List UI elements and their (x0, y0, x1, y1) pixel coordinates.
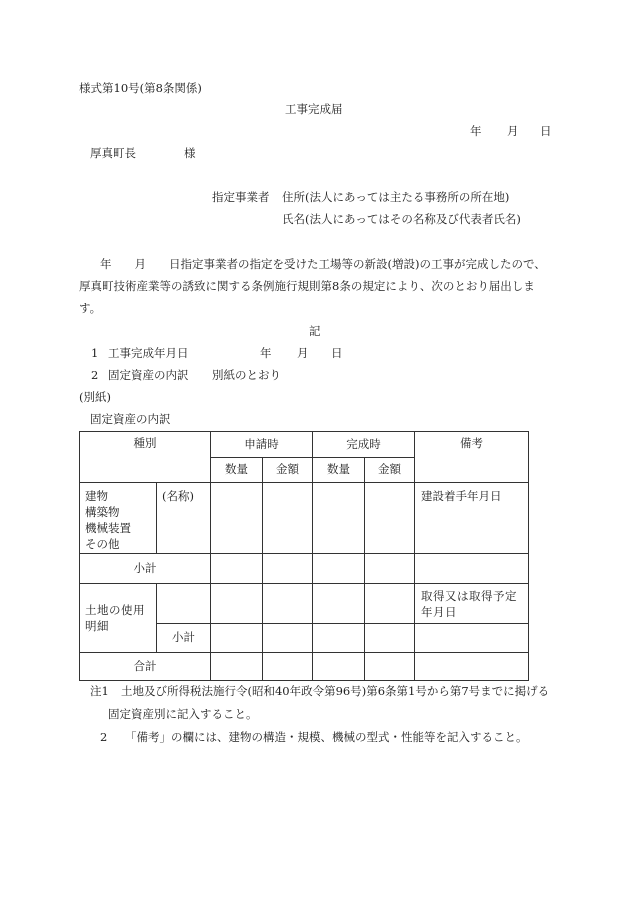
cell-empty (365, 624, 415, 652)
cell-empty (313, 583, 365, 623)
cell-empty (313, 554, 365, 583)
cell-empty (211, 652, 263, 680)
date-day: 日 (540, 124, 552, 138)
form-number: 様式第10号(第8条関係) (79, 81, 202, 95)
table-row (80, 554, 529, 583)
header-kind: 種別 (80, 432, 211, 483)
land-remarks: 取得又は取得予定年月日 (415, 583, 529, 623)
building-remarks: 建設着手年月日 (415, 482, 529, 554)
cell-empty (365, 482, 415, 554)
header-quantity: 数量 (313, 458, 365, 482)
header-amount: 金額 (263, 458, 313, 482)
cell-empty (211, 482, 263, 554)
total-label: 合計 (80, 652, 211, 680)
fixed-asset-table (79, 431, 529, 681)
date-year: 年 (470, 124, 482, 138)
building-name-cell: (名称) (157, 482, 211, 554)
ki-marker: 記 (309, 324, 321, 338)
cell-empty (263, 482, 313, 554)
table-row (80, 583, 529, 623)
cell-empty (263, 652, 313, 680)
cell-empty (365, 554, 415, 583)
header-quantity: 数量 (211, 458, 263, 482)
item-label: 工事完成年月日 (108, 346, 189, 360)
building-kinds (80, 482, 157, 554)
cell-empty (157, 583, 211, 623)
item-number: 1 (91, 346, 99, 360)
building-subtotal-label: 小計 (80, 554, 211, 583)
note1-number: 注1 (90, 684, 109, 698)
kind-building: 建物 (85, 488, 108, 503)
kind-machinery: 機械装置 (85, 520, 131, 535)
item-day: 日 (331, 346, 343, 360)
table-title: 固定資産の内訳 (90, 412, 171, 426)
note2-text: 「備考」の欄には、建物の構造・規模、機械の型式・性能等を記入すること。 (125, 730, 528, 744)
header-amount: 金額 (365, 458, 415, 482)
addressee-honorific: 様 (184, 146, 196, 160)
cell-empty (263, 583, 313, 623)
header-remarks: 備考 (415, 432, 529, 483)
table-row (80, 652, 529, 680)
addressee-name: 厚真町長 (90, 146, 136, 160)
date-month: 月 (507, 124, 519, 138)
cell-empty (415, 554, 529, 583)
note1-line: 土地及び所得税法施行令(昭和40年政令第96号)第6条第1号から第7号までに掲げる (121, 684, 550, 698)
body-line: す。 (79, 301, 102, 315)
cell-empty (211, 554, 263, 583)
header-completion: 完成時 (313, 432, 415, 458)
item-value: 別紙のとおり (212, 368, 281, 382)
cell-empty (211, 583, 263, 623)
land-label: 土地の使用明細 (80, 583, 157, 652)
body-line: 厚真町技術産業等の誘致に関する条例施行規則第8条の規定により、次のとおり届出しま (79, 279, 535, 293)
cell-empty (365, 583, 415, 623)
cell-empty (263, 554, 313, 583)
applicant-role: 指定事業者 (212, 190, 270, 204)
cell-empty (313, 652, 365, 680)
cell-empty (263, 624, 313, 652)
applicant-address-label: 住所(法人にあっては主たる事務所の所在地) (282, 190, 510, 204)
kind-other: その他 (85, 536, 120, 551)
document-title: 工事完成届 (285, 102, 343, 116)
table-row (80, 482, 529, 554)
cell-empty (211, 624, 263, 652)
kind-structure: 構築物 (85, 504, 120, 519)
land-subtotal-label: 小計 (157, 624, 211, 652)
note1-line: 固定資産別に記入すること。 (108, 707, 258, 721)
cell-empty (415, 652, 529, 680)
item-year: 年 (260, 346, 272, 360)
attachment-label: (別紙) (79, 390, 111, 404)
cell-empty (365, 652, 415, 680)
item-month: 月 (297, 346, 309, 360)
cell-empty (313, 482, 365, 554)
applicant-name-label: 氏名(法人にあってはその名称及び代表者氏名) (282, 212, 521, 226)
body-line: 年 月 日指定事業者の指定を受けた工場等の新設(増設)の工事が完成したので、 (100, 257, 546, 271)
cell-empty (415, 624, 529, 652)
header-application: 申請時 (211, 432, 313, 458)
item-number: 2 (91, 368, 99, 382)
note2-number: 2 (100, 730, 108, 744)
cell-empty (313, 624, 365, 652)
item-label: 固定資産の内訳 (108, 368, 189, 382)
